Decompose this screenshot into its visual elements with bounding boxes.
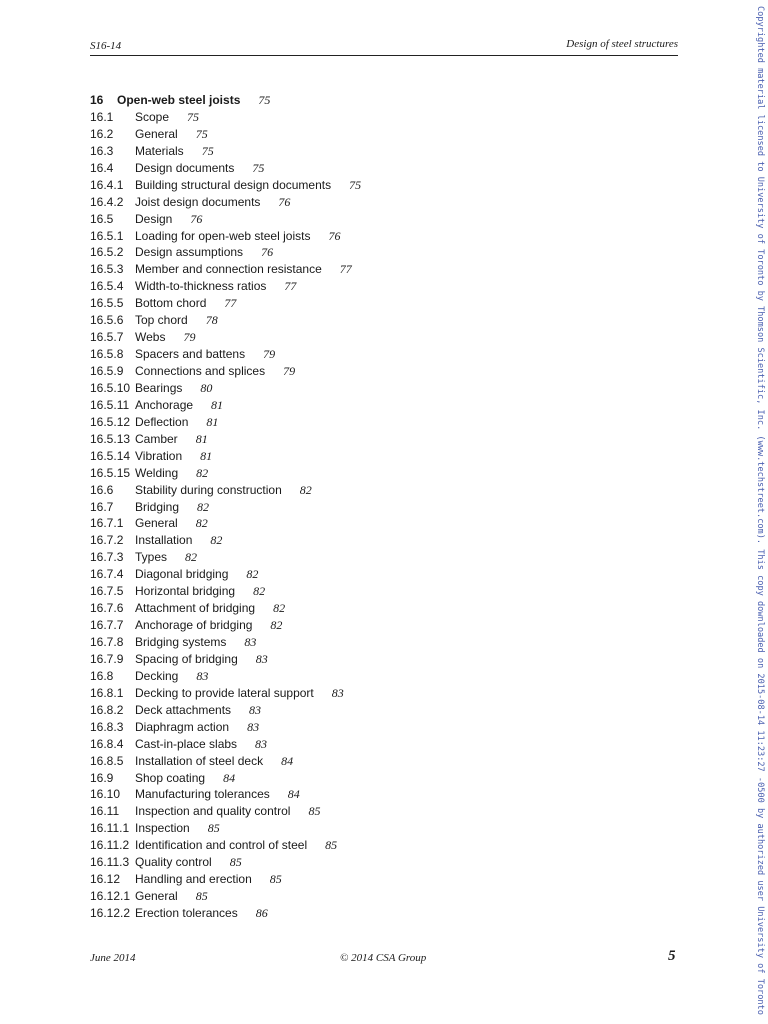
toc-entry-title: General: [135, 516, 178, 531]
toc-entry-number: 16.5.11: [90, 397, 130, 412]
toc-entry-page: 79: [263, 347, 276, 362]
toc-entry: [90, 499, 670, 516]
toc-entry-number: 16.7.4: [90, 567, 124, 582]
toc-entry-page: 85: [269, 872, 282, 887]
toc-entry-page: 80: [200, 380, 213, 395]
toc-entry-number: 16.11: [90, 804, 120, 819]
toc-entry-title: Top chord: [135, 313, 188, 328]
toc-entry-number: 16.7.7: [90, 618, 124, 633]
toc-entry-title: Attachment of bridging: [135, 601, 256, 616]
toc-entry-title: Spacers and battens: [135, 347, 246, 362]
toc-entry-number: 16.5.15: [90, 465, 131, 480]
toc-entry-title: Welding: [135, 465, 179, 480]
license-watermark-strip: [752, 6, 766, 1018]
toc-entry-title: Quality control: [135, 855, 212, 870]
footer-date: June 2014: [90, 952, 136, 964]
toc-entry: [90, 600, 670, 617]
toc-entry-page: 83: [331, 685, 344, 700]
toc-entry-number: 16.7.8: [90, 635, 124, 649]
running-header-doc-code: S16-14: [90, 40, 122, 52]
toc-entry-page: 83: [196, 668, 209, 683]
toc-entry-number: 16.7: [90, 499, 114, 514]
toc-entry: [90, 194, 670, 211]
toc-entry-number: 16.5.12: [90, 414, 131, 429]
toc-entry-title: Diagonal bridging: [135, 567, 229, 582]
toc-entry-title: Open-web steel joists: [117, 93, 241, 107]
toc-entry: [90, 685, 670, 702]
toc-entry-page: 82: [185, 550, 198, 565]
toc-entry-title: Erection tolerances: [135, 906, 238, 920]
toc-entry-page: 83: [255, 736, 268, 751]
toc-entry-page: 75: [195, 126, 208, 141]
toc-entry-title: Diaphragm action: [135, 719, 230, 734]
toc-entry-page: 86: [255, 906, 268, 920]
toc-entry-page: 79: [283, 364, 296, 378]
toc-entry-title: Deflection: [135, 414, 189, 429]
toc-entry-title: Bearings: [135, 380, 183, 395]
toc-entry-page: 85: [207, 821, 220, 836]
toc-entry-page: 82: [253, 584, 266, 599]
toc-entry-title: Installation: [135, 533, 193, 548]
toc-entry-title: Cast-in-place slabs: [135, 736, 238, 751]
toc-entry-page: 82: [299, 482, 312, 497]
toc-entry-number: 16.5.3: [90, 262, 124, 277]
toc-entry-number: 16.7.1: [90, 516, 124, 531]
toc-entry-page: 77: [339, 262, 352, 277]
toc-entry-page: 76: [328, 228, 341, 243]
toc-entry-number: 16.5: [90, 211, 114, 226]
toc-entry-number: 16.5.4: [90, 279, 124, 294]
toc-entry-page: 85: [229, 855, 242, 870]
toc-entry: [90, 515, 670, 532]
toc-entry-title: Camber: [135, 431, 178, 446]
toc-entry-number: 16.5.6: [90, 313, 124, 328]
toc-entry: [90, 414, 670, 431]
toc-entry-page: 75: [201, 143, 214, 158]
toc-entry-number: 16.11.3: [90, 855, 130, 870]
toc-entry-number: 16.5.2: [90, 245, 124, 260]
toc-entry-title: Connections and splices: [135, 364, 266, 378]
toc-entry: [90, 702, 670, 719]
toc-entry: [90, 397, 670, 414]
toc-entry-number: 16.5.13: [90, 431, 131, 446]
toc-entry: [90, 261, 670, 278]
toc-entry-page: 81: [200, 448, 213, 463]
toc-entry-number: 16.12: [90, 872, 121, 887]
toc-entry: [90, 160, 670, 177]
toc-entry-number: 16.4.1: [90, 177, 124, 192]
toc-entry: [90, 786, 670, 803]
toc-entry-title: Anchorage: [135, 397, 194, 412]
toc-entry-page: 83: [249, 702, 262, 717]
toc-entry-page: 81: [195, 431, 208, 446]
toc-entry: [90, 329, 670, 346]
toc-entry: [90, 228, 670, 245]
toc-entry: [90, 278, 670, 295]
toc-entry: [90, 753, 670, 770]
toc-entry-number: 16.6: [90, 482, 114, 497]
toc-entry-title: Loading for open-web steel joists: [135, 228, 311, 243]
toc-entry-page: 85: [325, 838, 338, 853]
toc-section-heading: [90, 92, 670, 109]
toc-entry: [90, 549, 670, 566]
toc-entry-number: 16.5.7: [90, 330, 124, 345]
toc-entry-number: 16.8.2: [90, 702, 124, 717]
toc-entry-title: Inspection and quality control: [135, 804, 291, 819]
toc-entry-page: 82: [273, 601, 286, 616]
toc-entry: [90, 888, 670, 905]
toc-entry: [90, 244, 670, 261]
toc-entry: [90, 482, 670, 499]
toc-entry-title: Vibration: [135, 448, 183, 463]
toc-entry-number: 16: [90, 93, 104, 107]
toc-entry-title: Design: [135, 211, 173, 226]
toc-entry-page: 76: [278, 194, 291, 209]
toc-entry-title: Materials: [135, 143, 184, 158]
toc-entry-page: 85: [195, 889, 208, 904]
toc-entry-page: 83: [247, 719, 260, 734]
toc-entry-number: 16.4: [90, 160, 114, 175]
toc-entry-title: Design documents: [135, 160, 235, 175]
toc-entry-title: Installation of steel deck: [135, 753, 264, 768]
toc-entry-page: 82: [210, 533, 223, 548]
toc-entry-number: 16.8: [90, 668, 114, 683]
toc-entry: [90, 143, 670, 160]
license-watermark: Copyrighted material licensed to University of Toronto by Thomson Scientific, Inc. (www.techstreet.com). This copy downloaded on 2015-08-14 11:23:27 -0500 by authorized user University of Toronto: [755, 6, 765, 1015]
toc-entry-number: 16.11.1: [90, 821, 130, 836]
toc-entry-page: 84: [281, 753, 294, 768]
toc-entry-title: Building structural design documents: [135, 177, 332, 192]
toc-entry: [90, 651, 670, 668]
toc-entry-page: 82: [196, 465, 209, 480]
toc-entry-number: 16.5.1: [90, 228, 124, 243]
toc-entry-number: 16.8.1: [90, 685, 124, 700]
toc-entry-page: 81: [206, 414, 219, 429]
toc-entry-page: 77: [284, 279, 297, 294]
toc-entry-title: Bottom chord: [135, 296, 207, 311]
toc-entry-number: 16.8.3: [90, 719, 124, 734]
toc-entry-number: 16.7.5: [90, 584, 124, 599]
toc-entry-title: Decking: [135, 668, 179, 683]
toc-entry-title: Stability during construction: [135, 482, 282, 497]
toc-entry-number: 16.2: [90, 126, 114, 141]
toc-entry-number: 16.12.1: [90, 889, 131, 904]
toc-entry-title: Identification and control of steel: [135, 838, 308, 853]
toc-entry: [90, 854, 670, 871]
toc-entry: [90, 346, 670, 363]
toc-entry-page: 75: [258, 93, 271, 107]
toc-entry-page: 75: [349, 177, 362, 192]
toc-entry-page: 75: [187, 109, 200, 124]
toc-entry-page: 82: [246, 567, 259, 582]
toc-entry-title: Spacing of bridging: [135, 651, 238, 666]
toc-entry-number: 16.3: [90, 143, 114, 158]
toc-entry-title: Joist design documents: [135, 194, 261, 209]
toc-entry-page: 84: [223, 770, 236, 785]
toc-entry: [90, 905, 670, 922]
toc-entry-number: 16.5.5: [90, 296, 124, 311]
toc-entry-page: 82: [195, 516, 208, 531]
toc-entry-title: Manufacturing tolerances: [135, 787, 270, 802]
toc-entry-title: Design assumptions: [135, 245, 244, 260]
toc-entry: [90, 583, 670, 600]
toc-entry-page: 83: [244, 635, 257, 649]
toc-entry: [90, 617, 670, 634]
toc-entry-page: 76: [261, 245, 274, 260]
toc-entry-number: 16.9: [90, 770, 114, 785]
toc-entry-page: 82: [270, 618, 283, 633]
toc-entry-title: Bridging systems: [135, 635, 227, 649]
toc-entry-title: Anchorage of bridging: [135, 618, 253, 633]
toc-entry-number: 16.8.5: [90, 753, 124, 768]
toc-entry: [90, 803, 670, 820]
toc-entry-number: 16.5.8: [90, 347, 124, 362]
toc-entry-number: 16.7.6: [90, 601, 124, 616]
toc-entry: [90, 109, 670, 126]
table-of-contents: [90, 92, 670, 922]
toc-entry: [90, 634, 670, 651]
toc-entry: [90, 770, 670, 787]
running-header-doc-title: Design of steel structures: [566, 38, 678, 50]
toc-entry-page: 84: [287, 787, 300, 802]
toc-entry-title: Horizontal bridging: [135, 584, 236, 599]
toc-entry-number: 16.10: [90, 787, 121, 802]
toc-entry-title: Handling and erection: [135, 872, 252, 887]
toc-entry-page: 81: [211, 397, 224, 412]
toc-entry-number: 16.1: [90, 109, 114, 124]
toc-entry-title: Deck attachments: [135, 702, 232, 717]
toc-entry: [90, 312, 670, 329]
toc-entry-number: 16.5.14: [90, 448, 131, 463]
toc-entry-number: 16.12.2: [90, 906, 131, 920]
toc-entry-title: Shop coating: [135, 770, 206, 785]
header-rule: [90, 55, 678, 56]
toc-entry-title: Inspection: [135, 821, 190, 836]
toc-entry: [90, 465, 670, 482]
toc-entry-number: 16.5.10: [90, 380, 131, 395]
toc-entry-number: 16.5.9: [90, 364, 124, 378]
toc-entry: [90, 380, 670, 397]
toc-entry: [90, 736, 670, 753]
toc-entry-title: General: [135, 889, 178, 904]
toc-entry: [90, 448, 670, 465]
toc-entry-number: 16.4.2: [90, 194, 124, 209]
toc-entry: [90, 668, 670, 685]
toc-entry: [90, 532, 670, 549]
toc-entry-title: Decking to provide lateral support: [135, 685, 314, 700]
toc-entry-page: 82: [197, 499, 210, 514]
toc-entry-title: Scope: [135, 109, 170, 124]
toc-entry: [90, 177, 670, 194]
toc-entry-page: 78: [205, 313, 218, 328]
toc-entry-page: 85: [308, 804, 321, 819]
toc-entry-number: 16.8.4: [90, 736, 124, 751]
toc-entry: [90, 211, 670, 228]
toc-entry: [90, 837, 670, 854]
toc-entry: [90, 871, 670, 888]
footer-copyright: © 2014 CSA Group: [340, 952, 427, 964]
toc-entry-title: Webs: [135, 330, 166, 345]
toc-entry: [90, 566, 670, 583]
toc-entry-number: 16.7.9: [90, 651, 124, 666]
toc-entry: [90, 719, 670, 736]
toc-entry-page: 83: [255, 651, 268, 666]
toc-entry-number: 16.7.3: [90, 550, 124, 565]
toc-entry-title: Bridging: [135, 499, 180, 514]
toc-entry-title: Member and connection resistance: [135, 262, 322, 277]
toc-entry-page: 79: [183, 330, 196, 345]
toc-entry-page: 75: [252, 160, 265, 175]
toc-entry: [90, 126, 670, 143]
toc-entry: [90, 431, 670, 448]
toc-entry-page: 77: [224, 296, 237, 311]
toc-entry-title: Types: [135, 550, 168, 565]
toc-entry-title: General: [135, 126, 178, 141]
toc-entry-title: Width-to-thickness ratios: [135, 279, 267, 294]
toc-entry-number: 16.11.2: [90, 838, 130, 853]
toc-entry: [90, 820, 670, 837]
page-number: 5: [668, 948, 676, 964]
toc-entry-number: 16.7.2: [90, 533, 124, 548]
toc-entry: [90, 295, 670, 312]
toc-entry-page: 76: [190, 211, 203, 226]
toc-entry: [90, 363, 670, 380]
